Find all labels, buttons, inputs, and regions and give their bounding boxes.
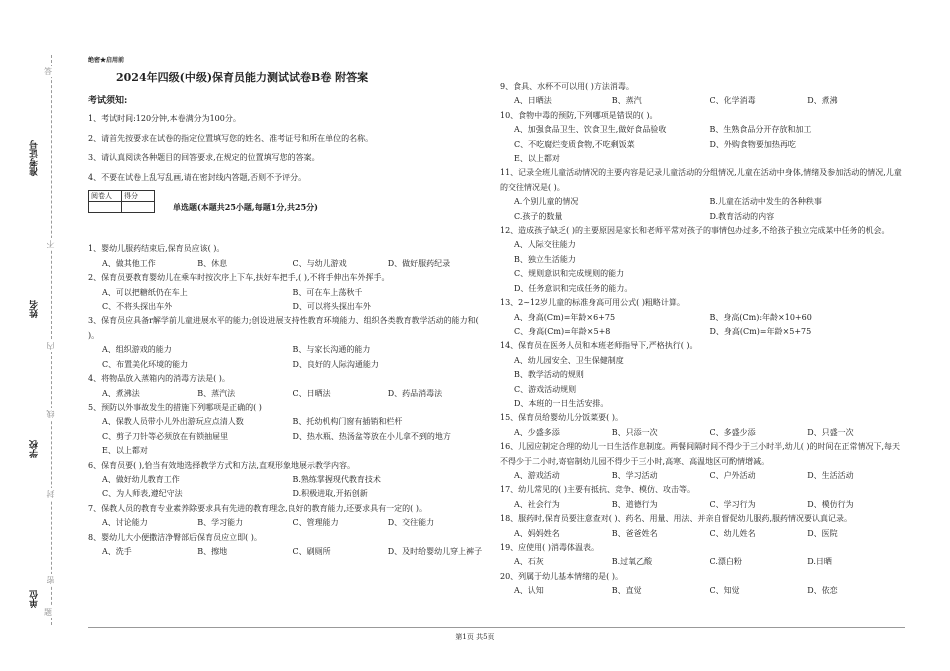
score-box	[88, 190, 483, 214]
seal-mark: 封	[46, 490, 55, 498]
option-row	[500, 253, 905, 267]
answer-option[interactable]: C、知觉	[709, 586, 740, 596]
answer-option[interactable]: C、游戏活动规则	[514, 384, 577, 394]
option-row	[500, 267, 905, 281]
question-text: 4、将物品放入蒸箱内的消毒方法是( )。	[88, 374, 230, 384]
answer-option[interactable]: A、讨论能力	[102, 518, 148, 528]
answer-option[interactable]: D、医院	[807, 528, 838, 538]
answer-option[interactable]: D、模仿行为	[807, 499, 854, 509]
question-text: 1、婴幼儿服药结束后,保育员应该( )。	[88, 244, 225, 254]
answer-option[interactable]: D、生活活动	[807, 470, 854, 480]
answer-option[interactable]: B、爸爸姓名	[611, 528, 658, 538]
score-input-cell[interactable]	[122, 202, 155, 213]
question-text: 2、保育员要教育婴幼儿在乘车时按次序上下车,扶好车把手,( ),不将手伸出车外挥手。	[88, 273, 390, 283]
question-text: 7、保教人员的教育专业素养除要求具有先进的教育理念,良好的教育能力,还要求具有一定的( )。	[88, 503, 427, 513]
answer-option[interactable]: B、擦地	[197, 546, 228, 556]
answer-option[interactable]: B、直觉	[611, 586, 642, 596]
answer-option[interactable]: B、蒸汽	[611, 96, 642, 106]
answer-option[interactable]: C、日晒法	[292, 388, 331, 398]
answer-option[interactable]: A、做其他工作	[102, 258, 156, 268]
option-row	[88, 487, 483, 501]
answer-option[interactable]: C、不将头探出车外	[102, 302, 173, 312]
answer-option[interactable]: A、做好幼儿教育工作	[102, 474, 180, 484]
answer-option[interactable]: E、以上都对	[514, 154, 560, 164]
right-question-list	[500, 80, 905, 599]
seal-mark: 不	[46, 240, 55, 248]
answer-option[interactable]: A、加强食品卫生、饮食卫生,做好食品验收	[514, 125, 667, 135]
answer-option[interactable]: D.日晒	[807, 557, 832, 567]
option-row	[88, 343, 483, 357]
right-column	[500, 80, 905, 599]
option-row	[500, 138, 905, 152]
answer-option[interactable]: C、幼儿姓名	[709, 528, 756, 538]
option-row	[500, 94, 905, 108]
option-row	[500, 325, 905, 339]
answer-option[interactable]: B、学习活动	[611, 470, 658, 480]
name-label: 姓名	[30, 300, 40, 318]
score-cell: 得分	[122, 191, 155, 202]
answer-option[interactable]: D、热水瓶、热汤盆等放在小儿拿不到的地方	[292, 431, 451, 441]
answer-option[interactable]: B、可在车上荡秋千	[292, 287, 363, 297]
option-row	[88, 358, 483, 372]
option-row	[500, 469, 905, 483]
notice-item: 3、请认真阅读各种题目的回答要求,在规定的位置填写您的答案。	[88, 153, 320, 163]
option-row	[500, 426, 905, 440]
answer-option[interactable]: A、洗手	[102, 546, 132, 556]
option-row	[88, 300, 483, 314]
option-row	[88, 516, 483, 530]
notice-item: 2、请首先按要求在试卷的指定位置填写您的姓名、准考证号和所在单位的名称。	[88, 133, 374, 143]
answer-option[interactable]: C、布置美化环境的能力	[102, 359, 189, 369]
answer-option[interactable]: D、良好的人际沟通能力	[292, 359, 379, 369]
answer-option[interactable]: C、规则意识和完成规则的能力	[514, 269, 625, 279]
answer-option[interactable]: C、化学消毒	[709, 96, 756, 106]
option-row	[88, 473, 483, 487]
option-row	[500, 195, 905, 209]
option-row	[500, 238, 905, 252]
answer-option[interactable]: C、学习行为	[709, 499, 756, 509]
option-row	[88, 430, 483, 444]
answer-option[interactable]: C、多盛少添	[709, 427, 756, 437]
question-text: 17、幼儿常见的( )主要有抵抗、竞争、模仿、攻击等。	[500, 485, 695, 495]
answer-option[interactable]: D、交往能力	[387, 518, 435, 528]
answer-option[interactable]: D、可以将头探出车外	[292, 302, 371, 312]
reviewer-input-cell[interactable]	[89, 202, 122, 213]
paper-title: 2024年四级(中级)保育员能力测试试卷B卷 附答案	[116, 71, 369, 84]
corner-mark: 题	[44, 608, 52, 617]
answer-option[interactable]: D.积极进取,开拓创新	[292, 489, 368, 499]
answer-option[interactable]: D、外购食物要加热再吃	[709, 139, 796, 149]
answer-option[interactable]: C、管理能力	[292, 518, 339, 528]
answer-option[interactable]: A、人际交往能力	[514, 240, 576, 250]
answer-option[interactable]: A、可以把糖纸仍在车上	[102, 287, 188, 297]
unit-label: 单位	[30, 590, 40, 608]
answer-option[interactable]: B、托幼机构门窗有插销和栏杆	[292, 417, 403, 427]
question-text: 6、保育员要( ),恰当有效地选择教学方式和方法,直观形象地展示教学内容。	[88, 460, 355, 470]
question-text: 11、记录全班儿童活动情况的主要内容是记录儿童活动的分组情况,儿童在活动中身体,情绪及参加活动的情况,儿童的交往情况是( )。	[500, 168, 902, 192]
answer-option[interactable]: A、妈妈姓名	[514, 528, 560, 538]
answer-option[interactable]: C、刷厕所	[292, 546, 331, 556]
question-text: 14、保育员在医务人员和本班老师指导下,严格执行( )。	[500, 341, 698, 351]
answer-option[interactable]: A、石灰	[514, 557, 544, 567]
answer-option[interactable]: E、以上都对	[102, 446, 148, 456]
option-row	[500, 498, 905, 512]
answer-option[interactable]: D.教育活动的内容	[709, 211, 775, 221]
answer-option[interactable]: D、做好服药纪录	[387, 258, 451, 268]
question-text: 18、服药时,保育员要注意查对( )、药名、用量、用法、并亲自督促幼儿服药,服药情况要认真记录。	[500, 514, 853, 524]
notice-item: 1、考试时间:120分钟,本卷满分为100分。	[88, 114, 241, 124]
option-row	[500, 354, 905, 368]
question-text: 5、预防以外事故发生的措施下列哪项是正确的( )	[88, 402, 262, 412]
answer-option[interactable]: B、道德行为	[611, 499, 658, 509]
answer-option[interactable]: D、煮沸	[807, 96, 838, 106]
seal-mark: 密	[46, 576, 55, 584]
option-row	[500, 311, 905, 325]
answer-option[interactable]: A、社会行为	[514, 499, 560, 509]
answer-option[interactable]: A、身高(Cm)=年龄×6+75	[514, 312, 616, 322]
answer-option[interactable]: A、游戏活动	[514, 470, 560, 480]
option-row	[88, 415, 483, 429]
answer-option[interactable]: A、认知	[514, 586, 544, 596]
answer-option[interactable]: B.儿童在活动中发生的各种秩事	[709, 197, 822, 207]
answer-option[interactable]: B、身高(Cm):年龄×10+60	[709, 312, 812, 322]
option-row	[500, 210, 905, 224]
answer-option[interactable]: A、煮沸法	[102, 388, 140, 398]
option-row	[500, 584, 905, 598]
answer-option[interactable]: B、教学活动的规则	[514, 370, 584, 380]
answer-option[interactable]: A、幼儿园安全、卫生保健制度	[514, 355, 624, 365]
question-text: 3、保育员应具备r解学前儿童进展水平的能力;创设进展支持性教育环境能力、组织各类教育教学活动的能力和( )。	[88, 316, 479, 340]
notice-heading: 考试须知:	[88, 96, 128, 106]
option-row	[88, 387, 483, 401]
answer-option[interactable]: C、户外活动	[709, 470, 756, 480]
answer-option[interactable]: A、保教人员带小儿外出游玩应点清人数	[102, 417, 244, 427]
option-row	[88, 286, 483, 300]
answer-option[interactable]: C.孩子的数量	[514, 211, 563, 221]
question-text: 16、儿园应制定合理的幼儿一日生活作息制度。两餐间隔时间不得少于三小时半,幼儿( )的时间在正常情况下,每天不得少于二小时,寄宿制幼儿园不得少于三小时,高寒、高温地区可酌情增减。	[500, 442, 901, 466]
answer-option[interactable]: C、不吃腐烂变质食物,不吃剩饭菜	[514, 139, 635, 149]
left-question-list	[88, 242, 483, 559]
answer-option[interactable]: C、身高(Cm)=年龄×5+8	[514, 326, 611, 336]
option-row	[500, 555, 905, 569]
seal-mark: 内	[46, 342, 55, 350]
question-text: 13、2~12岁儿童的标准身高可用公式( )粗略计算。	[500, 298, 685, 308]
school-label: 学校	[30, 440, 40, 458]
question-text: 20、列属于幼儿基本情绪的是( )。	[500, 571, 623, 581]
answer-option[interactable]: B、休息	[197, 258, 228, 268]
answer-option[interactable]: C、为人师表,遵纪守法	[102, 489, 183, 499]
section-title: 单选题(本题共25小题,每题1分,共25分)	[173, 202, 318, 213]
seal-mark: 线	[46, 410, 55, 418]
question-text: 19、应使用( )消毒体温表。	[500, 543, 599, 552]
answer-option[interactable]: B、学习能力	[197, 518, 244, 528]
option-row	[500, 527, 905, 541]
page-footer: 第1页 共5页	[455, 633, 495, 641]
option-row	[500, 282, 905, 296]
answer-option[interactable]: C、剪子刀针等必须放在有锁抽屉里	[102, 431, 229, 441]
binding-strip	[0, 0, 80, 671]
corner-mark: 答	[44, 67, 52, 76]
left-column	[88, 56, 483, 559]
answer-option[interactable]: D、药品消毒法	[387, 388, 443, 398]
score-table	[88, 190, 155, 213]
answer-option[interactable]: A、组织游戏的能力	[102, 345, 172, 355]
option-row	[500, 368, 905, 382]
answer-option[interactable]: B、生熟食品分开存放和加工	[709, 125, 812, 135]
answer-option[interactable]: D、只盛一次	[807, 427, 854, 437]
reviewer-cell: 阅卷人	[89, 191, 122, 202]
option-row	[500, 397, 905, 411]
answer-option[interactable]: D、依恋	[807, 586, 838, 596]
answer-option[interactable]: D、身高(Cm)=年龄×5+75	[709, 326, 812, 336]
question-text: 9、食具、水杯不可以用( )方法消毒。	[500, 82, 634, 91]
answer-option[interactable]: B、只添一次	[611, 427, 658, 437]
answer-option[interactable]: C.漂白粉	[709, 557, 742, 567]
answer-option[interactable]: D、及时给婴幼儿穿上裤子	[387, 546, 483, 556]
notice-item: 4、不要在试卷上乱写乱画,请在密封线内答题,否则不予评分。	[88, 172, 307, 182]
option-row	[88, 545, 483, 559]
question-text: 8、婴幼儿大小便撒洁净臀部后保育员应立即( )。	[88, 532, 262, 542]
answer-option[interactable]: B.过氧乙酸	[611, 557, 653, 567]
answer-option[interactable]: C、与幼儿游戏	[292, 258, 347, 268]
option-row	[88, 444, 483, 458]
answer-option[interactable]: B、与家长沟通的能力	[292, 345, 371, 355]
answer-option[interactable]: A.个别儿童的情况	[514, 197, 579, 207]
question-text: 15、保育员给婴幼儿分饭菜要( )。	[500, 413, 623, 423]
secret-mark: 绝密★启用前	[88, 57, 125, 64]
question-text: 12、造成孩子缺乏( )的主要原因是家长和老师平常对孩子的事情包办过多,不给孩子独立完成某中任务的机会。	[500, 226, 890, 236]
answer-option[interactable]: A、日晒法	[514, 96, 552, 106]
option-row	[500, 383, 905, 397]
answer-option[interactable]: B、蒸汽法	[197, 388, 236, 398]
option-row	[500, 123, 905, 137]
answer-option[interactable]: B、独立生活能力	[514, 254, 576, 264]
answer-option[interactable]: A、少盛多添	[514, 427, 560, 437]
answer-option[interactable]: D、任务意识和完成任务的能力。	[514, 283, 633, 293]
footer-rule	[88, 627, 905, 628]
option-row	[500, 152, 905, 166]
answer-option[interactable]: D、本班的一日生活安排。	[514, 398, 609, 408]
exam-number-label: 准考证号	[30, 140, 40, 176]
option-row	[88, 257, 483, 271]
answer-option[interactable]: B.熟练掌握现代教育技术	[292, 474, 381, 484]
question-text: 10、食物中毒的预防,下列哪项是错误的( )。	[500, 110, 658, 120]
